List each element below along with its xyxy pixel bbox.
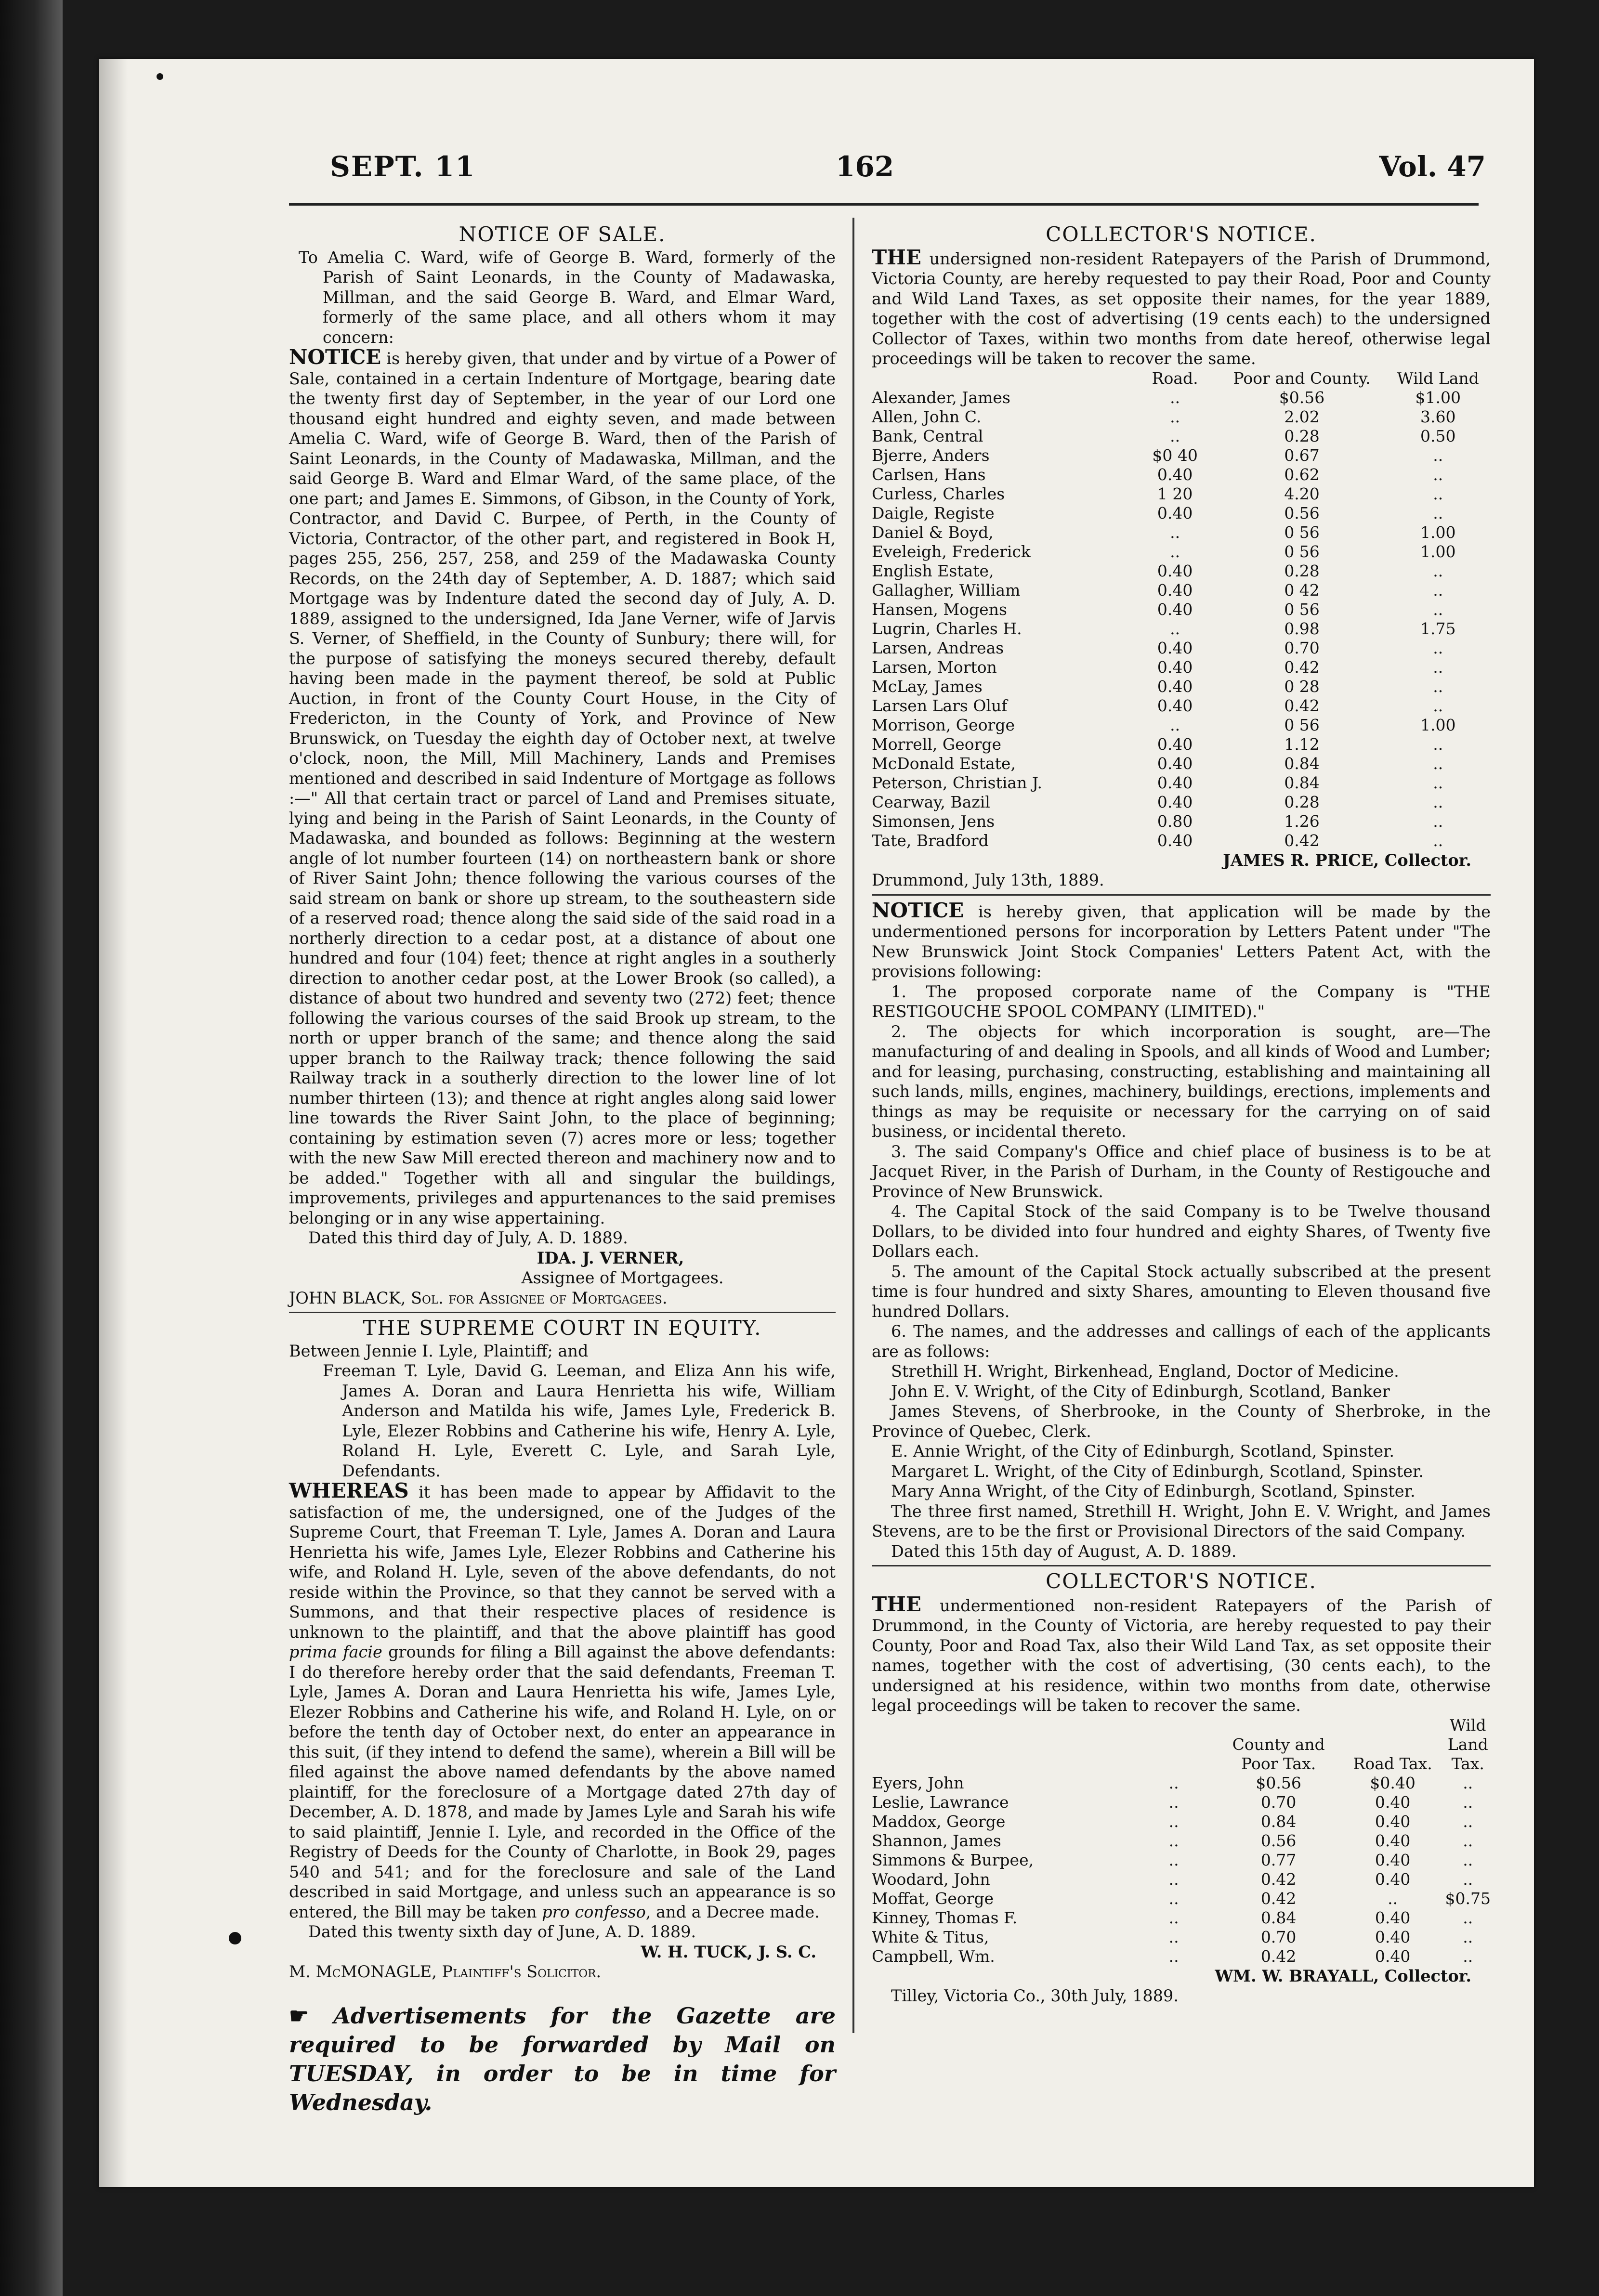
road-tax-value: 0.40 xyxy=(1375,1831,1411,1850)
leader-dots: .. xyxy=(1168,1927,1179,1946)
col-header-road: Road. xyxy=(1152,368,1198,388)
county-poor-value: 0.84 xyxy=(1260,1908,1297,1927)
table-row xyxy=(872,446,1491,465)
road-tax-value: 0.40 xyxy=(1157,465,1193,484)
poor-county-value: 0 28 xyxy=(1284,677,1320,696)
supreme-court-italic-1: prima facie xyxy=(289,1643,382,1661)
wild-land-value: .. xyxy=(1433,484,1443,503)
ratepayer-name: Shannon, James xyxy=(872,1831,1001,1850)
table-row xyxy=(872,1774,1491,1793)
wild-land-value: .. xyxy=(1433,561,1443,580)
wild-land-value: .. xyxy=(1463,1831,1473,1850)
poor-county-value: 2.02 xyxy=(1284,407,1320,426)
table-row xyxy=(872,812,1491,831)
wild-land-value: .. xyxy=(1433,580,1443,600)
ratepayer-name: Bank, Central xyxy=(872,426,983,445)
poor-county-value: 0.42 xyxy=(1284,657,1320,677)
table-row xyxy=(872,407,1491,427)
table-row xyxy=(872,1889,1491,1908)
incorporation-dated: Dated this 15th day of August, A. D. 1889. xyxy=(891,1541,1237,1561)
table-row xyxy=(872,1870,1491,1889)
county-poor-value: $0.56 xyxy=(1256,1773,1301,1792)
poor-county-value: 0.28 xyxy=(1284,792,1320,811)
supreme-court-dated: Dated this twenty sixth day of June, A. D. 1889. xyxy=(308,1922,696,1941)
ratepayer-name: Campbell, Wm. xyxy=(872,1946,995,1966)
gazette-page xyxy=(99,59,1534,2187)
wild-land-value: .. xyxy=(1463,1869,1473,1889)
table-row xyxy=(872,1908,1491,1928)
ratepayer-name: Eveleigh, Frederick xyxy=(872,542,1031,561)
section-rule xyxy=(872,1565,1491,1566)
ratepayer-name: McDonald Estate, xyxy=(872,754,1016,773)
leader-dots: .. xyxy=(1168,1889,1179,1908)
incorporation-intro xyxy=(872,900,1491,982)
ratepayer-name: McLay, James xyxy=(872,677,983,696)
ratepayer-name: Eyers, John xyxy=(872,1773,964,1792)
supreme-court-title: THE SUPREME COURT IN EQUITY. xyxy=(363,1316,762,1340)
ratepayer-name: Carlsen, Hans xyxy=(872,465,986,484)
supreme-court-text-1: it has been made to appear by Affidavit to the satisfaction of me, the undersigned, one of the Judges of the Supreme Court, that Freeman T. Lyle, James A. Doran and Laura Henrietta his wife, James Lyle, Elezer Robbins and Catherine his wife, and Roland H. Lyle, seven of the above defendants, do not reside within the Province, so that they cannot be served with a Summons, and that their respective places of residence is unknown to the plaintiff, and that the above plaintiff has good xyxy=(289,1483,836,1642)
road-tax-value: 0.40 xyxy=(1157,600,1193,619)
supreme-court-solicitor: M. McMONAGLE, Plaintiff's Solicitor. xyxy=(289,1962,602,1981)
poor-county-value: 0.70 xyxy=(1284,638,1320,657)
wild-land-value: .. xyxy=(1433,465,1443,484)
header-rule xyxy=(289,203,1479,206)
ratepayer-name: Morrell, George xyxy=(872,734,1002,754)
table-row xyxy=(872,696,1491,716)
ratepayer-name: Kinney, Thomas F. xyxy=(872,1908,1018,1927)
applicant-5: Margaret L. Wright, of the City of Edinburgh, Scotland, Spinster. xyxy=(891,1461,1424,1481)
the-lead-word: THE xyxy=(872,1592,921,1616)
incorporation-text: is hereby given, that application will be made by the undermentioned persons for incorporation by Letters Patent under "The New Brunswick Joint Stock Companies' Letters Patent Act, with the provisions following: xyxy=(872,902,1491,981)
notice-lead-word: NOTICE xyxy=(289,345,381,369)
table-row xyxy=(872,1947,1491,1966)
wild-land-value: 0.50 xyxy=(1420,426,1456,445)
table-row xyxy=(872,1812,1491,1831)
table-row xyxy=(872,427,1491,446)
road-tax-value: .. xyxy=(1170,542,1180,561)
ratepayer-name: Gallagher, William xyxy=(872,580,1021,600)
road-tax-value: .. xyxy=(1170,619,1180,638)
wild-land-value: .. xyxy=(1433,600,1443,619)
ratepayer-name: Cearway, Bazil xyxy=(872,792,990,811)
road-tax-value: 0.40 xyxy=(1157,754,1193,773)
table-header-row xyxy=(872,1716,1491,1774)
table-row xyxy=(872,561,1491,581)
supreme-court-body xyxy=(289,1481,836,1922)
table-row xyxy=(872,716,1491,735)
poor-county-value: 0.84 xyxy=(1284,773,1320,792)
table-row xyxy=(872,735,1491,754)
county-poor-value: 0.84 xyxy=(1260,1812,1297,1831)
collector-1-dated: Drummond, July 13th, 1889. xyxy=(872,871,1104,889)
poor-county-value: 0.62 xyxy=(1284,465,1320,484)
table-row xyxy=(872,1793,1491,1812)
wild-land-value: .. xyxy=(1433,811,1443,831)
table-row xyxy=(872,542,1491,561)
wild-land-value: .. xyxy=(1463,1792,1473,1812)
ratepayer-name: Larsen, Andreas xyxy=(872,638,1004,657)
poor-county-value: 0.28 xyxy=(1284,561,1320,580)
supreme-court-text-2: grounds for filing a Bill against the above defendants: I do therefore hereby order that the said defendants, Freeman T. Lyle, James A. Doran and Laura Henrietta his wife, James Lyle, Elezer Robbins and Catherine his wife, and Roland H. Lyle, on or before the tenth day of October next, do enter an appearance in this suit, (if they intend to defend the same), wherein a Bill will be filed against the above named defendants by the above named plaintiff, for the foreclosure of a Mortgage dated 27th day of December, A. D. 1878, and made by James Lyle and Sarah his wife to said plaintiff, Jennie I. Lyle, and recorded in the Office of the Registry of Deeds for the County of Charlotte, in Book 29, pages 540 and 541; and for the foreclosure and sale of the Land described in said Mortgage, and unless such an appearance is so entered, the Bill may be taken xyxy=(289,1643,836,1921)
road-tax-value: 0.40 xyxy=(1157,638,1193,657)
road-tax-value: .. xyxy=(1170,426,1180,445)
road-tax-value: 0.40 xyxy=(1375,1812,1411,1831)
applicant-3: James Stevens, of Sherbrooke, in the County of Sherbroke, in the Province of Quebec, Clerk. xyxy=(872,1402,1491,1441)
incorporation-item-4: 4. The Capital Stock of the said Company is to be Twelve thousand Dollars, to be divided into four hundred and eighty Shares, of Twenty five Dollars each. xyxy=(872,1202,1491,1261)
table-row xyxy=(872,639,1491,658)
road-tax-value: 0.40 xyxy=(1375,1908,1411,1927)
wild-land-value: 3.60 xyxy=(1420,407,1456,426)
leader-dots: .. xyxy=(1168,1773,1179,1792)
county-poor-value: 0.70 xyxy=(1260,1927,1297,1946)
road-tax-value: 1 20 xyxy=(1157,484,1193,503)
poor-county-value: 0.42 xyxy=(1284,696,1320,715)
road-tax-value: 0.40 xyxy=(1375,1869,1411,1889)
ratepayer-name: Curless, Charles xyxy=(872,484,1005,503)
wild-land-value: .. xyxy=(1463,1850,1473,1869)
ratepayer-name: Alexander, James xyxy=(872,388,1010,407)
incorporation-item-5: 5. The amount of the Capital Stock actually subscribed at the present time is four hundred and sixty Shares, amounting to Eleven thousand five hundred Dollars. xyxy=(872,1262,1491,1321)
ratepayer-name: Tate, Bradford xyxy=(872,831,989,850)
poor-county-value: 1.12 xyxy=(1284,734,1320,754)
table-row xyxy=(872,600,1491,619)
poor-county-value: 0.28 xyxy=(1284,426,1320,445)
ratepayer-name: Peterson, Christian J. xyxy=(872,773,1043,792)
incorporation-lead-word: NOTICE xyxy=(872,898,964,922)
poor-county-value: 0 56 xyxy=(1284,600,1320,619)
ratepayer-name: Maddox, George xyxy=(872,1812,1006,1831)
collector-2-dated: Tilley, Victoria Co., 30th July, 1889. xyxy=(891,1986,1179,2005)
section-rule xyxy=(289,1312,836,1313)
poor-county-value: 1.26 xyxy=(1284,811,1320,831)
table-row xyxy=(872,1928,1491,1947)
road-tax-value: 0.40 xyxy=(1157,696,1193,715)
poor-county-value: 0.42 xyxy=(1284,831,1320,850)
road-tax-value: .. xyxy=(1388,1889,1398,1908)
ratepayer-name: Daigle, Registe xyxy=(872,503,995,522)
notice-of-sale-signer: IDA. J. VERNER, xyxy=(537,1248,684,1267)
county-poor-value: 0.70 xyxy=(1260,1792,1297,1812)
wild-land-value: .. xyxy=(1433,696,1443,715)
poor-county-value: 0 56 xyxy=(1284,522,1320,542)
road-tax-value: 0.40 xyxy=(1375,1850,1411,1869)
section-rule xyxy=(872,894,1491,896)
wild-land-value: 1.75 xyxy=(1420,619,1456,638)
road-tax-value: $0 40 xyxy=(1152,445,1198,465)
wild-land-value: .. xyxy=(1463,1927,1473,1946)
ratepayer-name: Daniel & Boyd, xyxy=(872,522,994,542)
incorporation-item-6: 6. The names, and the addresses and callings of each of the applicants are as follows: xyxy=(872,1322,1491,1361)
table-row xyxy=(872,754,1491,773)
table-row xyxy=(872,773,1491,793)
road-tax-value: 0.40 xyxy=(1157,792,1193,811)
poor-county-value: 4.20 xyxy=(1284,484,1320,503)
ratepayer-name: Simmons & Burpee, xyxy=(872,1850,1034,1869)
wild-land-value: .. xyxy=(1433,657,1443,677)
left-column xyxy=(289,222,836,2117)
road-tax-value: 0.40 xyxy=(1157,657,1193,677)
poor-county-value: 0.56 xyxy=(1284,503,1320,522)
ratepayer-name: Leslie, Lawrance xyxy=(872,1792,1009,1812)
road-tax-value: .. xyxy=(1170,407,1180,426)
page-number: 162 xyxy=(836,150,894,183)
wild-land-value: .. xyxy=(1433,677,1443,696)
table-row xyxy=(872,1831,1491,1851)
wild-land-value: .. xyxy=(1463,1812,1473,1831)
incorporation-closing: The three first named, Strethill H. Wright, John E. V. Wright, and James Stevens, are to be the first or Provisional Directors of the said Company. xyxy=(872,1501,1491,1540)
road-tax-value: .. xyxy=(1170,388,1180,407)
ratepayer-name: Larsen Lars Oluf xyxy=(872,696,1008,715)
ratepayer-name: Lugrin, Charles H. xyxy=(872,619,1022,638)
wild-land-value: .. xyxy=(1433,503,1443,522)
notice-of-sale-signer-role: Assignee of Mortgagees. xyxy=(521,1268,724,1287)
road-tax-value: 0.40 xyxy=(1157,580,1193,600)
poor-county-value: 0.67 xyxy=(1284,445,1320,465)
supreme-court-between: Between Jennie I. Lyle, Plaintiff; and xyxy=(289,1341,589,1360)
col-header-mark xyxy=(1131,1716,1217,1774)
ratepayer-name: Moffat, George xyxy=(872,1889,994,1908)
table-row xyxy=(872,504,1491,523)
notice-of-sale-body xyxy=(289,347,836,1228)
collector-notice-1-body xyxy=(872,245,1491,369)
ratepayer-name: Woodard, John xyxy=(872,1869,990,1889)
collector-notice-1-title: COLLECTOR'S NOTICE. xyxy=(1046,222,1317,246)
ratepayer-name: Allen, John C. xyxy=(872,407,982,426)
ratepayer-name: Simonsen, Jens xyxy=(872,811,995,831)
road-tax-value: 0.40 xyxy=(1157,773,1193,792)
poor-county-value: 0 56 xyxy=(1284,715,1320,734)
collector-2-table xyxy=(872,1716,1491,1966)
wild-land-value: .. xyxy=(1433,831,1443,850)
county-poor-value: 0.77 xyxy=(1260,1850,1297,1869)
gazette-advertisement-note xyxy=(289,2001,836,2117)
leader-dots: .. xyxy=(1168,1946,1179,1966)
road-tax-value: 0.80 xyxy=(1157,811,1193,831)
wild-land-value: 1.00 xyxy=(1420,522,1456,542)
table-row xyxy=(872,793,1491,812)
col-header-county-poor: County and Poor Tax. xyxy=(1232,1735,1325,1773)
the-lead-word: THE xyxy=(872,245,921,269)
col-header-name xyxy=(872,369,1132,388)
supreme-court-defendants: Freeman T. Lyle, David G. Leeman, and Eliza Ann his wife, James A. Doran and Laura Henrietta his wife, William Anderson and Matilda his wife, James Lyle, Frederick B. Lyle, Elezer Robbins and Catherine his wife, Henry A. Lyle, Roland H. Lyle, Everett C. Lyle, and Sarah Lyle, Defendants. xyxy=(323,1361,836,1480)
table-row xyxy=(872,581,1491,600)
table-row xyxy=(872,1851,1491,1870)
road-tax-value: 0.40 xyxy=(1157,561,1193,580)
table-row xyxy=(872,831,1491,850)
supreme-court-signer: W. H. TUCK, J. S. C. xyxy=(641,1942,816,1961)
leader-dots: .. xyxy=(1168,1908,1179,1927)
leader-dots: .. xyxy=(1168,1831,1179,1850)
applicant-2: John E. V. Wright, of the City of Edinburgh, Scotland, Banker xyxy=(891,1382,1390,1401)
notice-of-sale-dated: Dated this third day of July, A. D. 1889. xyxy=(308,1228,628,1247)
col-header-wild-land: Wild Land xyxy=(1397,368,1479,388)
collector-1-table xyxy=(872,369,1491,850)
wild-land-value: .. xyxy=(1463,1908,1473,1927)
wild-land-value: .. xyxy=(1433,792,1443,811)
pointing-hand-icon: ☛ xyxy=(289,2002,309,2029)
ratepayer-name: Morrison, George xyxy=(872,715,1015,734)
supreme-court-text-3: , and a Decree made. xyxy=(645,1902,820,1921)
county-poor-value: 0.42 xyxy=(1260,1946,1297,1966)
scan-mark xyxy=(229,1932,241,1944)
road-tax-value: 0.40 xyxy=(1157,503,1193,522)
wild-land-value: $1.00 xyxy=(1415,388,1461,407)
notice-of-sale-title: NOTICE OF SALE. xyxy=(459,222,666,246)
collector-notice-2-title: COLLECTOR'S NOTICE. xyxy=(1046,1569,1317,1593)
ratepayer-name: White & Titus, xyxy=(872,1927,989,1946)
road-tax-value: 0.40 xyxy=(1375,1946,1411,1966)
table-row xyxy=(872,484,1491,504)
road-tax-value: 0.40 xyxy=(1157,831,1193,850)
wild-land-value: .. xyxy=(1463,1946,1473,1966)
table-row xyxy=(872,465,1491,484)
poor-county-value: 0.98 xyxy=(1284,619,1320,638)
column-divider xyxy=(852,218,854,2033)
advertisement-text: Advertisements for the Gazette are required to be forwarded by Mail on TUESDAY, in order to be in time for Wednesday. xyxy=(289,2002,836,2115)
poor-county-value: $0.56 xyxy=(1279,388,1325,407)
wild-land-value: $0.75 xyxy=(1445,1889,1491,1908)
collector-2-signer: WM. W. BRAYALL, Collector. xyxy=(1215,1966,1471,1985)
road-tax-value: 0.40 xyxy=(1157,677,1193,696)
ratepayer-name: Hansen, Mogens xyxy=(872,600,1007,619)
header-volume: Vol. 47 xyxy=(1379,150,1486,183)
road-tax-value: $0.40 xyxy=(1370,1773,1416,1792)
table-row xyxy=(872,677,1491,696)
supreme-court-italic-2: pro confesso xyxy=(542,1902,646,1921)
road-tax-value: .. xyxy=(1170,715,1180,734)
page-header xyxy=(330,150,1486,194)
road-tax-value: 0.40 xyxy=(1157,734,1193,754)
poor-county-value: 0.84 xyxy=(1284,754,1320,773)
col-header-poor-county: Poor and County. xyxy=(1233,368,1371,388)
scan-background xyxy=(0,0,63,2296)
wild-land-value: .. xyxy=(1433,638,1443,657)
table-row xyxy=(872,658,1491,677)
collector-1-signer: JAMES R. PRICE, Collector. xyxy=(1223,850,1471,870)
applicant-6: Mary Anna Wright, of the City of Edinburgh, Scotland, Spinster. xyxy=(891,1482,1416,1500)
wild-land-value: .. xyxy=(1433,734,1443,754)
wild-land-value: .. xyxy=(1463,1773,1473,1792)
col-header-wild-land-tax: Wild Land Tax. xyxy=(1447,1715,1488,1773)
ratepayer-name: Larsen, Morton xyxy=(872,657,997,677)
ratepayer-name: English Estate, xyxy=(872,561,994,580)
collector-notice-1-text: undersigned non-resident Ratepayers of the Parish of Drummond, Victoria County, are hereby requested to pay their Road, Poor and County and Wild Land Taxes, as set opposite their names, for the year 1889, together with the cost of advertising (19 cents each) to the undersigned Collector of Taxes, within two months from date hereof, otherwise legal proceedings will be taken to recover the same. xyxy=(872,249,1491,368)
table-row xyxy=(872,523,1491,542)
col-header-road-tax: Road Tax. xyxy=(1353,1754,1432,1773)
incorporation-item-1: 1. The proposed corporate name of the Company is "THE RESTIGOUCHE SPOOL COMPANY (LIMITED)." xyxy=(872,982,1491,1021)
header-date: SEPT. 11 xyxy=(330,150,476,183)
leader-dots: .. xyxy=(1168,1812,1179,1831)
table-row xyxy=(872,619,1491,639)
poor-county-value: 0 56 xyxy=(1284,542,1320,561)
table-row xyxy=(872,388,1491,407)
leader-dots: .. xyxy=(1168,1850,1179,1869)
wild-land-value: 1.00 xyxy=(1420,542,1456,561)
road-tax-value: 0.40 xyxy=(1375,1927,1411,1946)
poor-county-value: 0 42 xyxy=(1284,580,1320,600)
road-tax-value: .. xyxy=(1170,522,1180,542)
wild-land-value: .. xyxy=(1433,754,1443,773)
wild-land-value: 1.00 xyxy=(1420,715,1456,734)
ratepayer-name: Bjerre, Anders xyxy=(872,445,990,465)
collector-notice-2-body xyxy=(872,1594,1491,1716)
road-tax-value: 0.40 xyxy=(1375,1792,1411,1812)
notice-of-sale-solicitor: JOHN BLACK, Sol. for Assignee of Mortgagees. xyxy=(289,1288,668,1307)
county-poor-value: 0.42 xyxy=(1260,1889,1297,1908)
notice-body-text: is hereby given, that under and by virtue of a Power of Sale, contained in a certain Indenture of Mortgage, bearing date the twenty first day of September, in the year of our Lord one thousand eight hundred and eighty seven, and made between Amelia C. Ward, wife of George B. Ward, then of the Parish of Saint Leonards, in the County of Madawaska, Millman, and the said George B. Ward and Elmar Ward, of the same place, of the one part; and James E. Simmons, of Gibson, in the County of York, Contractor, and David C. Burpee, of Perth, in the County of Victoria, Contractor, of the other part, and registered in Book H, pages 255, 256, 257, 258, and 259 of the Madawaska County Records, on the 24th day of September, A. D. 1887; which said Mortgage was by Indenture dated the second day of July, A. D. 1889, assigned to the undersigned, Ida Jane Verner, wife of Jarvis S. Verner, of Sheffield, in the County of Sunbury; there will, for the purpose of satisfying the moneys secured thereby, default having been made in the payment thereof, be sold at Public Auction, in front of the County Court House, in the City of Fredericton, in the County of York, and Province of New Brunswick, on Tuesday the eighth day of October next, at twelve o'clock, noon, the Mill, Mill Machinery, Lands and Premises mentioned and described in said Indenture of Mortgage as follows :—" All that certain tract or parcel of Land and Premises situate, lying and being in the Parish of Saint Leonards, in the County of Madawaska, and bounded as follows: Beginning at the western angle of lot number fourteen (14) on northeastern bank or shore of River Saint John; thence following the various courses of the said stream on bank or shore up stream, to the southeastern side of a reserved road; thence along the said side of the said road in a northerly direction to a cedar post, at a distance of about one hundred and four (104) feet; thence at right angles in a southerly direction to another cedar post, at the Lower Brook (so called), a distance of about two hundred and seventy two (272) feet; thence following the various courses of the said Brook up stream, to the north or upper branch of the same; and thence along the said upper branch to the Railway track; thence following the said Railway track in a southerly direction to the lower line of lot number thirteen (13); and thence at right angles along said lower line towards the River Saint John, to the place of beginning; containing by estimation seven (7) acres more or less; together with the new Saw Mill erected thereon and machinery now and to be added." Together with all and singular the buildings, improvements, privileges and appurtenances to the said premises belonging or in any wise appertaining. xyxy=(289,349,836,1227)
wild-land-value: .. xyxy=(1433,445,1443,465)
leader-dots: .. xyxy=(1168,1792,1179,1812)
page-gutter-shadow xyxy=(99,59,128,2187)
table-header-row xyxy=(872,369,1491,388)
applicant-1: Strethill H. Wright, Birkenhead, England, Doctor of Medicine. xyxy=(891,1362,1399,1381)
incorporation-item-2: 2. The objects for which incorporation is sought, are—The manufacturing of and dealing in Spools, and all kinds of Wood and Lumber; and for leasing, purchasing, constructing, establishing and maintaining all such lands, mills, engines, machinery, buildings, erections, implements and things as may be requisite or necessary for the carrying on of said business, or incidental thereto. xyxy=(872,1022,1491,1141)
leader-dots: .. xyxy=(1168,1869,1179,1889)
collector-notice-2-text: undermentioned non-resident Ratepayers of the Parish of Drummond, in the County of Victoria, are hereby requested to pay their County, Poor and Road Tax, also their Wild Land Tax, as set opposite their names, together with the cost of advertising, (30 cents each), to the undersigned at his residence, within two months from date, otherwise legal proceedings will be taken to recover the same. xyxy=(872,1596,1491,1715)
col-header-name xyxy=(872,1716,1131,1774)
county-poor-value: 0.56 xyxy=(1260,1831,1297,1850)
whereas-lead-word: WHEREAS xyxy=(289,1479,409,1502)
applicant-4: E. Annie Wright, of the City of Edinburgh, Scotland, Spinster. xyxy=(891,1442,1395,1461)
scan-mark xyxy=(157,73,163,80)
county-poor-value: 0.42 xyxy=(1260,1869,1297,1889)
incorporation-item-3: 3. The said Company's Office and chief place of business is to be at Jacquet River, in the Parish of Durham, in the County of Restigouche and Province of New Brunswick. xyxy=(872,1142,1491,1201)
right-column xyxy=(872,222,1491,2006)
notice-of-sale-addressee: To Amelia C. Ward, wife of George B. Ward, formerly of the Parish of Saint Leonards, in the County of Madawaska, Millman, and the said George B. Ward, and Elmar Ward, formerly of the same place, and all others whom it may concern: xyxy=(299,248,836,347)
wild-land-value: .. xyxy=(1433,773,1443,792)
